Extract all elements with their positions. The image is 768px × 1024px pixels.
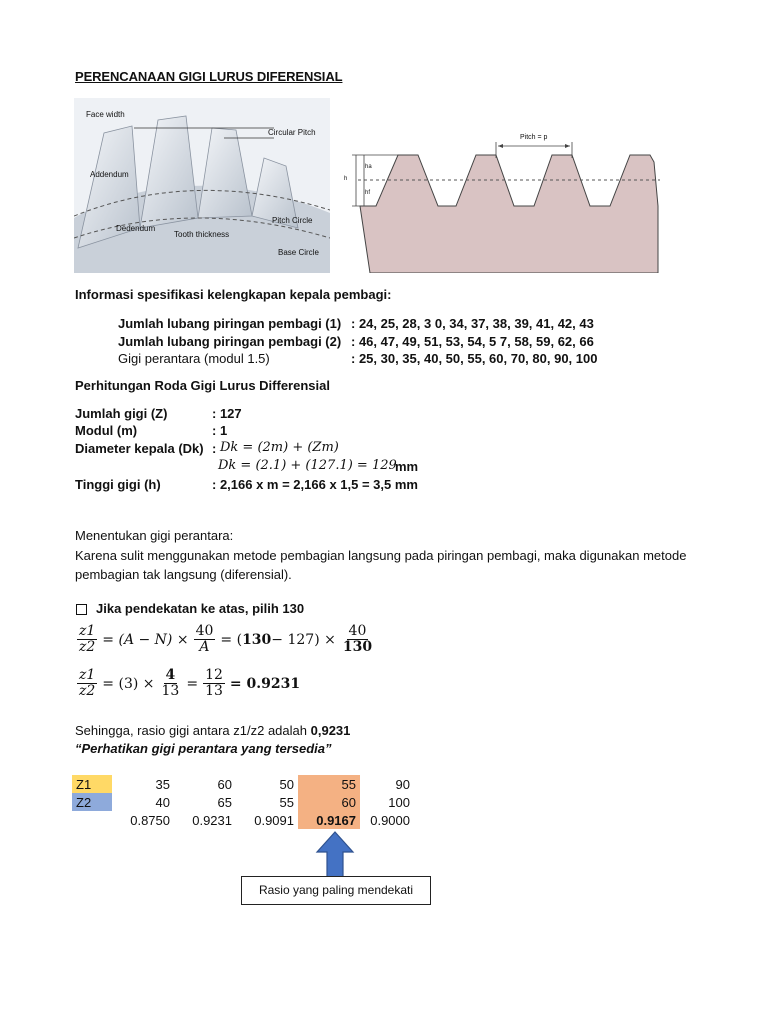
label-addendum: Addendum [90, 170, 129, 179]
rack-tooth-profile [338, 128, 660, 273]
formula1-middle: = (A − N) × [102, 631, 189, 648]
determine-paragraph: Karena sulit menggunakan metode pembagian langsung pada piringan pembagi, maka digunakan metode pembagian tak langsung (diferensial). [75, 548, 687, 582]
spec-value-3: : 25, 30, 35, 40, 50, 55, 60, 70, 80, 90, 100 [351, 351, 598, 366]
table-cell-highlight: 55 [298, 775, 360, 793]
formula2-equals: = [186, 675, 199, 692]
table-cell: 40 [155, 794, 170, 810]
hf-label: hf [365, 190, 371, 196]
table-row-ratio [72, 811, 414, 829]
page-title: PERENCANAAN GIGI LURUS DIFERENSIAL [75, 69, 343, 84]
formula2-result: = 0.9231 [229, 675, 301, 692]
table-cell: 0.9091 [254, 812, 294, 828]
spec-value-2: : 46, 47, 49, 51, 53, 54, 5 7, 58, 59, 62, 66 [351, 334, 594, 349]
closest-ratio-callout: Rasio yang paling mendekati [241, 876, 431, 905]
dk-unit: mm [395, 459, 419, 474]
formula1-close: − 127) × [271, 631, 336, 648]
spec-heading: Informasi spesifikasi kelengkapan kepala pembagi: [75, 287, 392, 302]
spec-label-3: Gigi perantara (modul 1.5) [118, 351, 270, 366]
table-row-z2 [72, 793, 414, 811]
table-cell: 0.8750 [130, 812, 170, 828]
table-cell-empty [72, 811, 112, 829]
table-row-z1 [72, 775, 414, 793]
pitch-label: Pitch = p [520, 134, 548, 141]
conclusion-line [75, 723, 350, 738]
z-value: : 127 [212, 406, 242, 421]
dk-label: Diameter kepala (Dk) [75, 441, 204, 456]
label-pitch-circle: Pitch Circle [272, 216, 313, 225]
dk-equation-2: Dk = (2.1) + (127.1) = 129 [218, 458, 397, 473]
rack-profile-figure [338, 128, 660, 273]
fraction-40-a: $\frac{40}{A}$ [195, 623, 214, 655]
label-circular-pitch: Circular Pitch [268, 128, 316, 137]
gear-illustration [74, 98, 330, 273]
fraction-12-13: $\frac{12}{13}$ [205, 667, 223, 699]
formula1-bold-130: 130 [242, 631, 272, 648]
ratio-formula-1 [75, 624, 376, 655]
spec-value-1: : 24, 25, 28, 3 0, 34, 37, 38, 39, 41, 42, 43 [351, 316, 594, 331]
label-tooth-thickness: Tooth thickness [174, 230, 230, 239]
gear-ratio-table [72, 775, 414, 829]
dk-equation-1: Dk = (2m) + (Zm) [220, 440, 339, 455]
m-label: Modul (m) [75, 423, 138, 438]
calc-heading: Perhitungan Roda Gigi Lurus Differensial [75, 378, 330, 393]
formula1-open: = ( [220, 631, 243, 648]
table-cell: 0.9000 [370, 812, 410, 828]
fraction-z1-z2: $\frac{z1}{z2}$ [79, 623, 96, 655]
m-value: : 1 [212, 423, 228, 438]
conclusion-value: 0,9231 [310, 723, 351, 738]
label-face-width: Face width [86, 110, 125, 119]
table-cell: 0.9231 [192, 812, 232, 828]
table-cell-highlight: 60 [298, 793, 360, 811]
table-cell: 90 [395, 776, 410, 792]
fraction-z1-z2-b: $\frac{z1}{z2}$ [79, 667, 96, 699]
formula2-middle: = (3) × [102, 675, 155, 692]
table-cell-highlight: 0.9167 [298, 811, 360, 829]
label-base-circle: Base Circle [278, 248, 319, 257]
approach-bullet: Jika pendekatan ke atas, pilih 130 [96, 601, 305, 616]
label-dedendum: Dedendum [116, 224, 156, 233]
h-label-text: Tinggi gigi (h) [75, 477, 161, 492]
table-cell: 35 [155, 776, 170, 792]
ratio-formula-2 [75, 668, 300, 699]
table-cell: 50 [279, 776, 294, 792]
spec-label-2: Jumlah lubang piringan pembagi (2) [118, 334, 342, 349]
z1-label: Z1 [72, 775, 112, 793]
table-cell: 55 [279, 794, 294, 810]
checkbox-icon [76, 604, 87, 615]
fraction-4-13: $\frac{4}{13}$ [161, 667, 180, 699]
fraction-40-130: $\frac{40}{130}$ [342, 623, 373, 655]
up-arrow-icon [315, 830, 355, 880]
gear-nomenclature-figure [74, 98, 330, 273]
h-label: h [344, 176, 348, 182]
table-cell: 65 [217, 794, 232, 810]
conclusion-text: Sehingga, rasio gigi antara z1/z2 adalah [75, 723, 307, 738]
table-cell: 60 [217, 776, 232, 792]
z2-label: Z2 [72, 793, 112, 811]
spec-label-1: Jumlah lubang piringan pembagi (1) [118, 316, 342, 331]
z-label: Jumlah gigi (Z) [75, 406, 168, 421]
ha-label: ha [365, 164, 372, 170]
conclusion-note: “Perhatikan gigi perantara yang tersedia” [75, 741, 332, 756]
dk-colon: : [212, 441, 217, 456]
table-cell: 100 [388, 794, 410, 810]
determine-heading: Menentukan gigi perantara: [75, 528, 234, 543]
h-value: : 2,166 x m = 2,166 x 1,5 = 3,5 mm [212, 477, 418, 492]
